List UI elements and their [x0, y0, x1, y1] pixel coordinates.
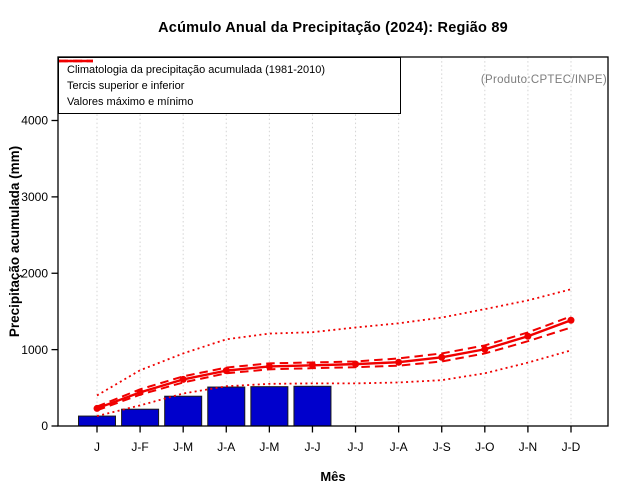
y-axis-title-wrap [2, 57, 28, 426]
legend-label-climatology: Climatologia da precipitação acumulada (1981-2010) [67, 63, 326, 76]
y-tick-label-0: 0 [41, 419, 48, 434]
x-tick-label-5: J-M [259, 440, 280, 454]
line-solid-4 [97, 320, 571, 408]
x-tick-label-7: J-J [347, 440, 364, 454]
dotted-line-icon [59, 58, 93, 64]
legend-box [58, 57, 401, 114]
x-tick-label-4: J-A [217, 440, 236, 454]
line-dotted-0 [97, 289, 571, 395]
marker-month-7 [352, 361, 359, 368]
x-axis-title: Mês [320, 469, 346, 484]
marker-month-2 [137, 389, 144, 396]
x-tick-label-8: J-A [389, 440, 408, 454]
x-tick-label-10: J-O [475, 440, 495, 454]
bar-month-6 [294, 386, 331, 426]
x-tick-label-6: J-J [304, 440, 321, 454]
product-credit: (Produto:CPTEC/INPE) [480, 74, 607, 86]
marker-month-3 [180, 376, 187, 383]
marker-month-5 [266, 363, 273, 370]
x-tick-label-2: J-F [131, 440, 149, 454]
y-tick-label-3000: 3000 [21, 190, 48, 205]
marker-month-9 [438, 354, 445, 361]
x-tick-label-1: J [94, 440, 100, 454]
bar-month-4 [208, 387, 245, 426]
marker-month-1 [94, 405, 101, 412]
legend-item-tercis [67, 78, 396, 94]
y-tick-label-1000: 1000 [21, 342, 48, 357]
marker-month-10 [481, 346, 488, 353]
x-tick-label-12: J-D [561, 440, 581, 454]
bar-month-3 [165, 396, 202, 426]
legend-label-tercis: Tercis superior e inferior [67, 79, 185, 92]
marker-month-8 [395, 359, 402, 366]
bar-month-1 [79, 416, 116, 426]
legend-item-maxmin [67, 94, 396, 110]
legend-item-climatology [67, 62, 396, 78]
legend-label-maxmin: Valores máximo e mínimo [67, 95, 194, 108]
bar-month-5 [251, 387, 288, 426]
y-tick-label-4000: 4000 [21, 113, 48, 128]
x-tick-label-3: J-M [173, 440, 194, 454]
chart-title: Acúmulo Anual da Precipitação (2024): Região 89 [158, 20, 508, 36]
marker-month-11 [524, 333, 531, 340]
bar-month-2 [122, 409, 159, 426]
marker-month-6 [309, 362, 316, 369]
y-tick-label-2000: 2000 [21, 266, 48, 281]
x-tick-label-9: J-S [432, 440, 451, 454]
marker-month-12 [568, 317, 575, 324]
y-axis-title: Precipitação acumulada (mm) [7, 145, 23, 338]
x-tick-label-11: J-N [518, 440, 538, 454]
marker-month-4 [223, 367, 230, 374]
